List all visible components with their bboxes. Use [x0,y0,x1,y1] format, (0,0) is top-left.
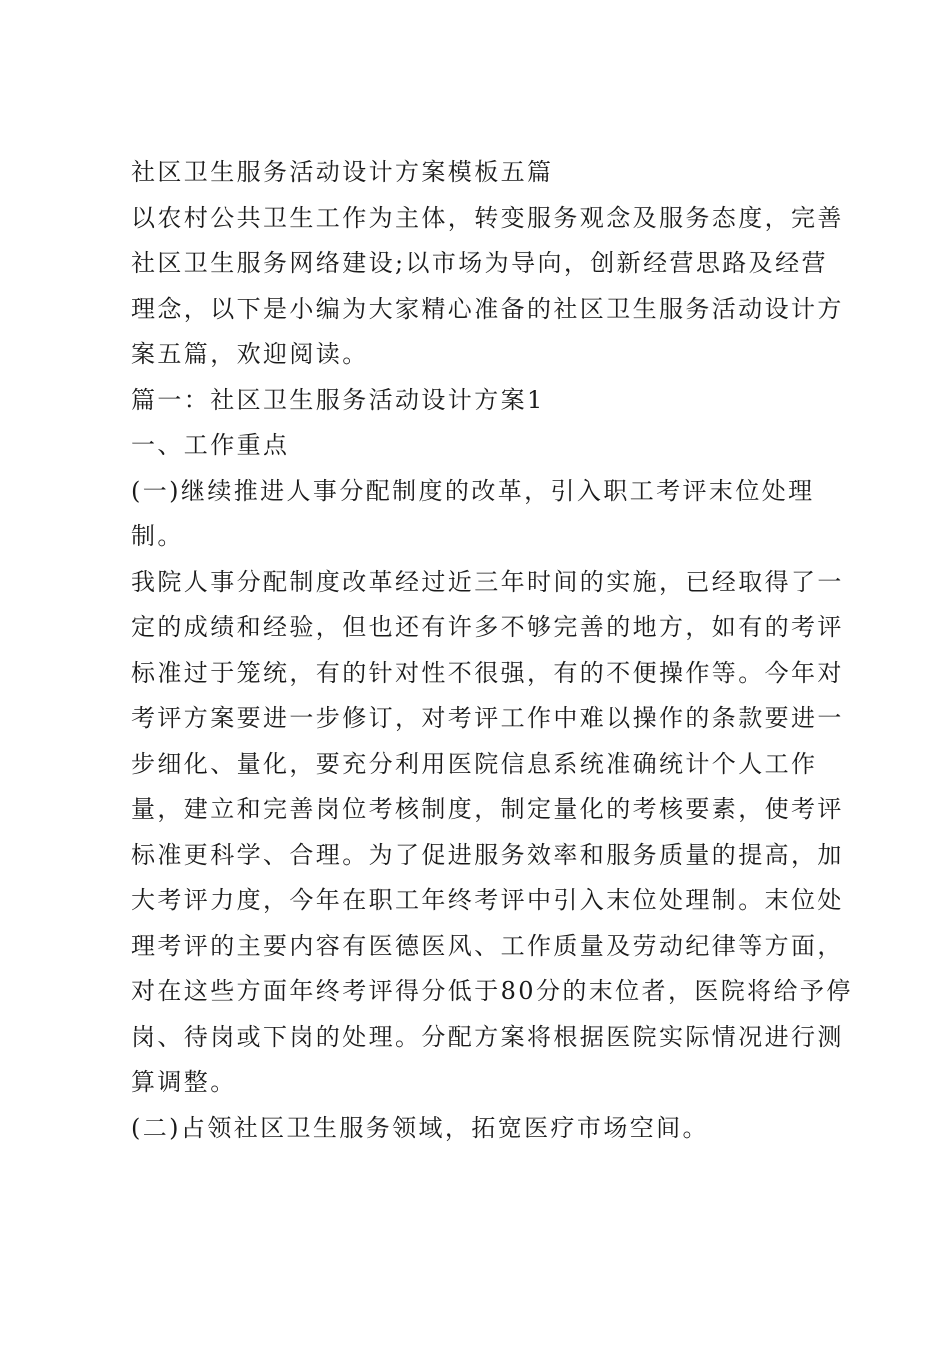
paragraph-line: 标准过于笼统，有的针对性不很强，有的不便操作等。今年对 [131,658,844,687]
item-one-line-1: (一)继续推进人事分配制度的改革，引入职工考评末位处理 [131,476,815,505]
paragraph-line: 步细化、量化，要充分利用医院信息系统准确统计个人工作 [131,749,818,778]
document-body [131,150,853,1151]
paragraph-line: 算调整。 [131,1068,237,1096]
section-heading: 篇一：社区卫生服务活动设计方案1 [131,385,545,414]
intro-line-4: 案五篇，欢迎阅读。 [131,340,369,368]
document-title: 社区卫生服务活动设计方案模板五篇 [131,158,554,186]
paragraph-line: 大考评力度，今年在职工年终考评中引入末位处理制。末位处 [131,886,844,914]
paragraph-line: 岗、待岗或下岗的处理。分配方案将根据医院实际情况进行测 [131,1022,844,1051]
subsection-heading: 一、工作重点 [131,431,290,459]
paragraph-line: 定的成绩和经验，但也还有许多不够完善的地方，如有的考评 [131,613,844,641]
paragraph-line: 量，建立和完善岗位考核制度，制定量化的考核要素，使考评 [131,795,844,823]
intro-line-3: 理念，以下是小编为大家精心准备的社区卫生服务活动设计方 [131,294,844,323]
intro-line-2: 社区卫生服务网络建设;以市场为导向，创新经营思路及经营 [131,249,828,277]
paragraph-line: 标准更科学、合理。为了促进服务效率和服务质量的提高，加 [131,840,844,869]
paragraph-line: 理考评的主要内容有医德医风、工作质量及劳动纪律等方面， [131,931,844,960]
paragraph-line: 我院人事分配制度改革经过近三年时间的实施，已经取得了一 [131,567,844,596]
item-one-line-2: 制。 [131,522,184,550]
paragraph-line: 对在这些方面年终考评得分低于80分的末位者，医院将给予停 [131,977,853,1005]
paragraph-line: 考评方案要进一步修订，对考评工作中难以操作的条款要进一 [131,704,844,732]
intro-line-1: 以农村公共卫生工作为主体，转变服务观念及服务态度，完善 [131,203,844,232]
item-two-heading: (二)占领社区卫生服务领域，拓宽医疗市场空间。 [131,1113,709,1142]
